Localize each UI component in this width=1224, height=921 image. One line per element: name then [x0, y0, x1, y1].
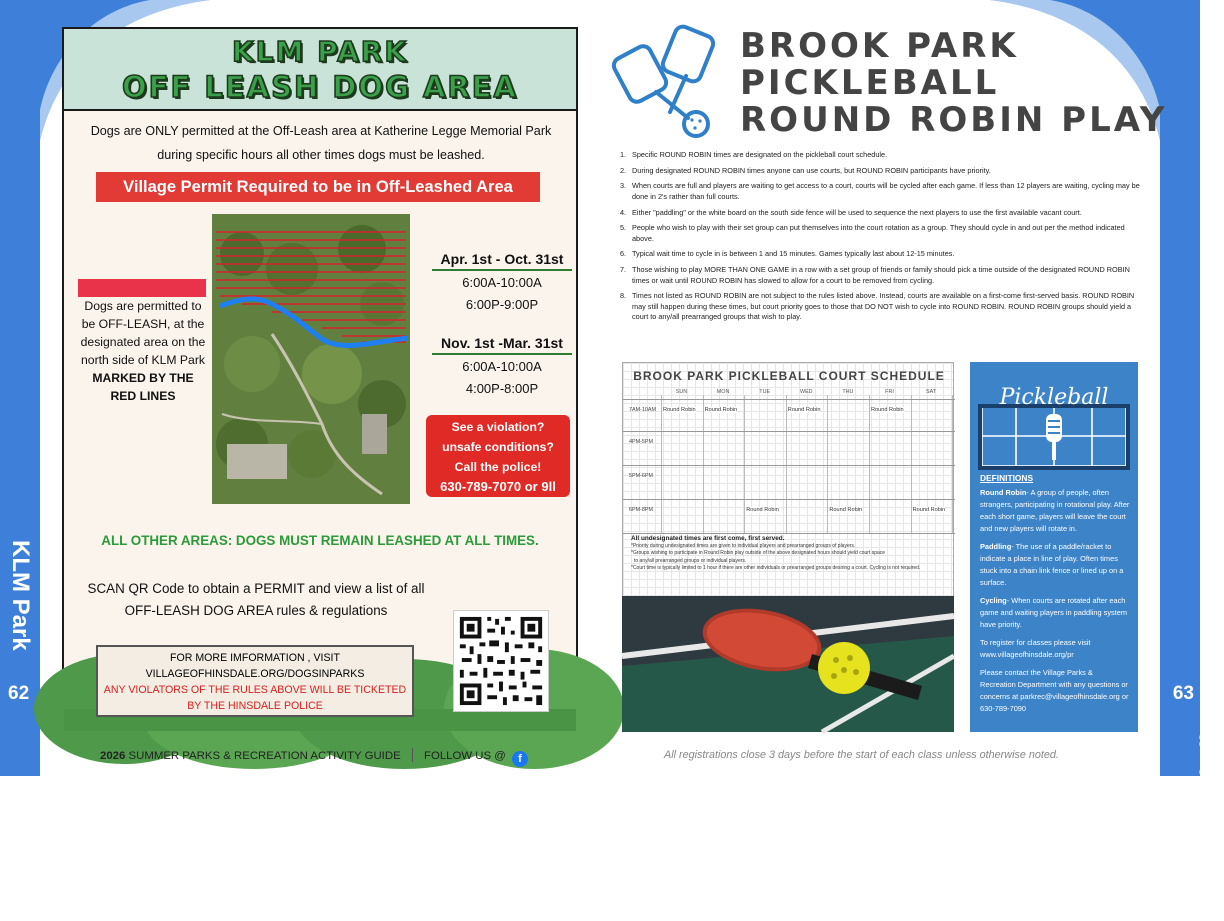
red-line-legend — [78, 279, 206, 297]
schedule-day-header: MON — [716, 389, 730, 395]
title-line3: ROUND ROBIN PLAY — [740, 100, 1168, 140]
right-page-number: 63 — [1172, 683, 1194, 704]
more-info-box — [96, 645, 414, 717]
schedule-day-header: FRI — [885, 389, 894, 395]
schedule-col-line — [952, 395, 953, 533]
season-winter-time2: 4:00P-8:00P — [465, 381, 539, 396]
definition-paddling: Paddling- The use of a paddle/racket to indicate a place in line of play. Often times stuck into a chain link fence or lined up on a surface. — [980, 542, 1124, 587]
left-side-title: KLM Park — [7, 540, 34, 651]
pickleball-paddle-photo — [622, 596, 954, 732]
season-winter — [432, 335, 572, 399]
aerial-map — [212, 214, 410, 504]
rule-item: 3. When courts are full and players are waiting to get access to a court, courts will be cycled after each game. If less than 12 players are waiting, cycling may be done in 2's rather than full courts. — [620, 181, 1140, 201]
schedule-row-line — [623, 499, 955, 500]
poster-intro: Dogs are ONLY permitted at the Off-Leash area at Katherine Legge Memorial Park during specific hours all other times dogs must be leashed. — [90, 124, 552, 162]
definitions-content — [980, 472, 1130, 721]
violation-line3: Call the police! — [454, 460, 542, 474]
right-side-title: Brook Pickleball Courts — [1196, 650, 1223, 921]
registration-note: All registrations close 3 days before the start of each class unless otherwise noted. — [664, 749, 1059, 761]
schedule-title: BROOK PARK PICKLEBALL COURT SCHEDULE — [633, 369, 945, 383]
schedule-cell: Round Robin — [663, 407, 696, 413]
schedule-row-line — [623, 399, 955, 400]
definitions-panel — [970, 362, 1138, 732]
schedule-note: *Groups wishing to participate in Round Robin play outside of the above designated hours should yield court space — [631, 550, 886, 557]
schedule-time-label: 6PM-8PM — [629, 507, 653, 513]
footer-follow: FOLLOW US @ — [424, 750, 506, 762]
rule-item: 6. Typical wait time to cycle in is between 1 and 15 minutes. Games typically last about 12-15 minutes. — [620, 249, 955, 259]
info-warning1: ANY VIOLATORS OF THE RULES ABOVE WILL BE TICKETED — [103, 684, 407, 696]
title-line2: PICKLEBALL — [740, 63, 1000, 103]
season-summer-title: Apr. 1st - Oct. 31st — [432, 251, 572, 271]
schedule-col-line — [703, 395, 704, 533]
definitions-heading: DEFINITIONS — [980, 473, 1034, 483]
schedule-time-label: 5PM-6PM — [629, 473, 653, 479]
logo-text: Pickleball — [999, 385, 1109, 410]
footer-separator — [412, 748, 413, 762]
footer-left — [100, 748, 528, 767]
schedule-col-line — [786, 395, 787, 533]
season-winter-time1: 6:00A-10:00A — [462, 359, 542, 374]
info-warning2: BY THE HINSDALE POLICE — [187, 700, 323, 712]
scan-instructions: SCAN QR Code to obtain a PERMIT and view a list of all OFF-LEASH DOG AREA rules & regulations — [87, 581, 425, 618]
schedule-note: *Court time is typically limited to 1 hour if there are other individuals or prearranged groups desiring a court. Cycling is not required. — [631, 565, 921, 572]
poster-title-line1: KLM PARK — [231, 35, 409, 68]
rule-item: 5. People who wish to play with their set group can put themselves into the court rotation as a group. They should cycle in and out per the method indicated above. — [620, 223, 1125, 243]
round-robin-rules — [620, 150, 1144, 328]
season-winter-title: Nov. 1st -Mar. 31st — [432, 335, 572, 355]
schedule-day-header: THU — [842, 389, 854, 395]
description-bold: MARKED BY THE RED LINES — [92, 371, 194, 403]
pickleball-court-logo — [980, 370, 1128, 468]
schedule-day-header: SAT — [926, 389, 937, 395]
rule-item: 4. Either "paddling" or the white board on the south side fence will be used to sequence the next players to use the first available vacant court. — [620, 207, 1082, 217]
schedule-col-line — [827, 395, 828, 533]
violation-line4: 630-789-7070 or 9ll — [440, 479, 556, 494]
schedule-row-line — [623, 465, 955, 466]
schedule-day-header: SUN — [675, 389, 688, 395]
season-summer-time1: 6:00A-10:00A — [462, 275, 542, 290]
definition-cycling: Cycling- When courts are rotated after each game and waiting players in paddling system have priority. — [980, 596, 1128, 629]
schedule-cell: Round Robin — [871, 407, 904, 413]
schedule-cell: Round Robin — [829, 507, 863, 513]
poster-title-line2: OFF LEASH DOG AREA — [121, 70, 518, 104]
schedule-note-head: All undesignated times are first come, first served. — [631, 535, 785, 542]
schedule-day-header: TUE — [759, 389, 771, 395]
schedule-cell: Round Robin — [704, 407, 738, 413]
permit-banner: Village Permit Required to be in Off-Leashed Area — [96, 172, 540, 202]
schedule-col-line — [869, 395, 870, 533]
info-link[interactable]: VILLAGEOFHINSDALE.ORG/DOGSINPARKS — [145, 668, 365, 680]
info-line1: FOR MORE IMFORMATION , VISIT — [170, 652, 340, 664]
definition-round-robin: Round Robin- A group of people, often strangers, participating in rotational play. After each short game, players will leave the court and new players will rotate in. — [980, 488, 1130, 533]
pickleball-paddles-icon — [616, 26, 728, 144]
rule-item: 2. During designated ROUND ROBIN times anyone can use courts, but ROUND ROBIN participants have priority. — [620, 165, 991, 175]
off-leash-description — [78, 297, 208, 405]
schedule-note: *Priority during undesignated times are given to individual players and prearranged groups of players. — [631, 542, 856, 549]
qr-code[interactable] — [453, 610, 549, 712]
schedule-cell: Round Robin — [787, 407, 821, 413]
facebook-icon[interactable]: f — [512, 751, 528, 767]
schedule-row-line — [623, 533, 955, 534]
schedule-note: to any/all prearranged groups or individual players. — [634, 557, 747, 564]
title-line1: BROOK PARK — [740, 26, 1019, 66]
violation-line1: See a violation? — [451, 420, 545, 434]
contact-info: Please contact the Village Parks & Recreation Department with any questions or concerns at parkrec@villageofhinsdale.org or 630-789-7090 — [980, 668, 1129, 713]
schedule-cell: Round Robin — [746, 507, 779, 513]
footer-year: 2026 — [100, 750, 126, 762]
schedule-col-line — [744, 395, 745, 533]
season-summer — [432, 251, 572, 315]
schedule-time-label: 7AM-10AM — [629, 407, 656, 413]
leashed-notice: ALL OTHER AREAS: DOGS MUST REMAIN LEASHED AT ALL TIMES. — [101, 533, 539, 548]
schedule-day-header: WED — [800, 389, 813, 395]
schedule-col-line — [661, 395, 662, 533]
season-summer-time2: 6:00P-9:00P — [465, 297, 539, 312]
schedule-cell: Round Robin — [912, 507, 946, 513]
violation-line2: unsafe conditions? — [442, 440, 554, 454]
rule-item: 7. Those wishing to play MORE THAN ONE GAME in a row with a set group of friends or family should pick a time outside of the designated ROUND ROBIN times or wait until ROUND ROBIN has slowed to allow for a court to be removed from cycling. — [620, 265, 1130, 285]
violation-callout — [426, 415, 570, 497]
description-text: Dogs are permitted to be OFF-LEASH, at the designated area on the north side of KLM Park — [80, 299, 206, 367]
footer-guide: SUMMER PARKS & RECREATION ACTIVITY GUIDE — [128, 750, 401, 762]
rule-item: 8. Times not listed as ROUND ROBIN are not subject to the rules listed above. Instead, courts are available on a first-come first-served basis. ROUND ROBIN may still happen during these times, but court priority goes to those that DO NOT wish to cycle into ROUND ROBIN. ROUND ROBIN groups should yield a court to any/all prearranged groups that wish to play. — [620, 291, 1135, 322]
schedule-col-line — [911, 395, 912, 533]
poster-header — [64, 29, 576, 111]
pickleball-title — [740, 28, 1167, 139]
schedule-time-label: 4PM-5PM — [629, 439, 653, 445]
off-leash-poster — [62, 27, 578, 733]
schedule-notes — [631, 535, 951, 573]
rule-item: 1. Specific ROUND ROBIN times are designated on the pickleball court schedule. — [620, 150, 888, 159]
left-page-number: 62 — [8, 683, 30, 704]
schedule-row-line — [623, 431, 955, 432]
court-schedule — [622, 362, 954, 620]
register-info[interactable]: To register for classes please visit www.villageofhinsdale.org/pr — [980, 638, 1091, 659]
